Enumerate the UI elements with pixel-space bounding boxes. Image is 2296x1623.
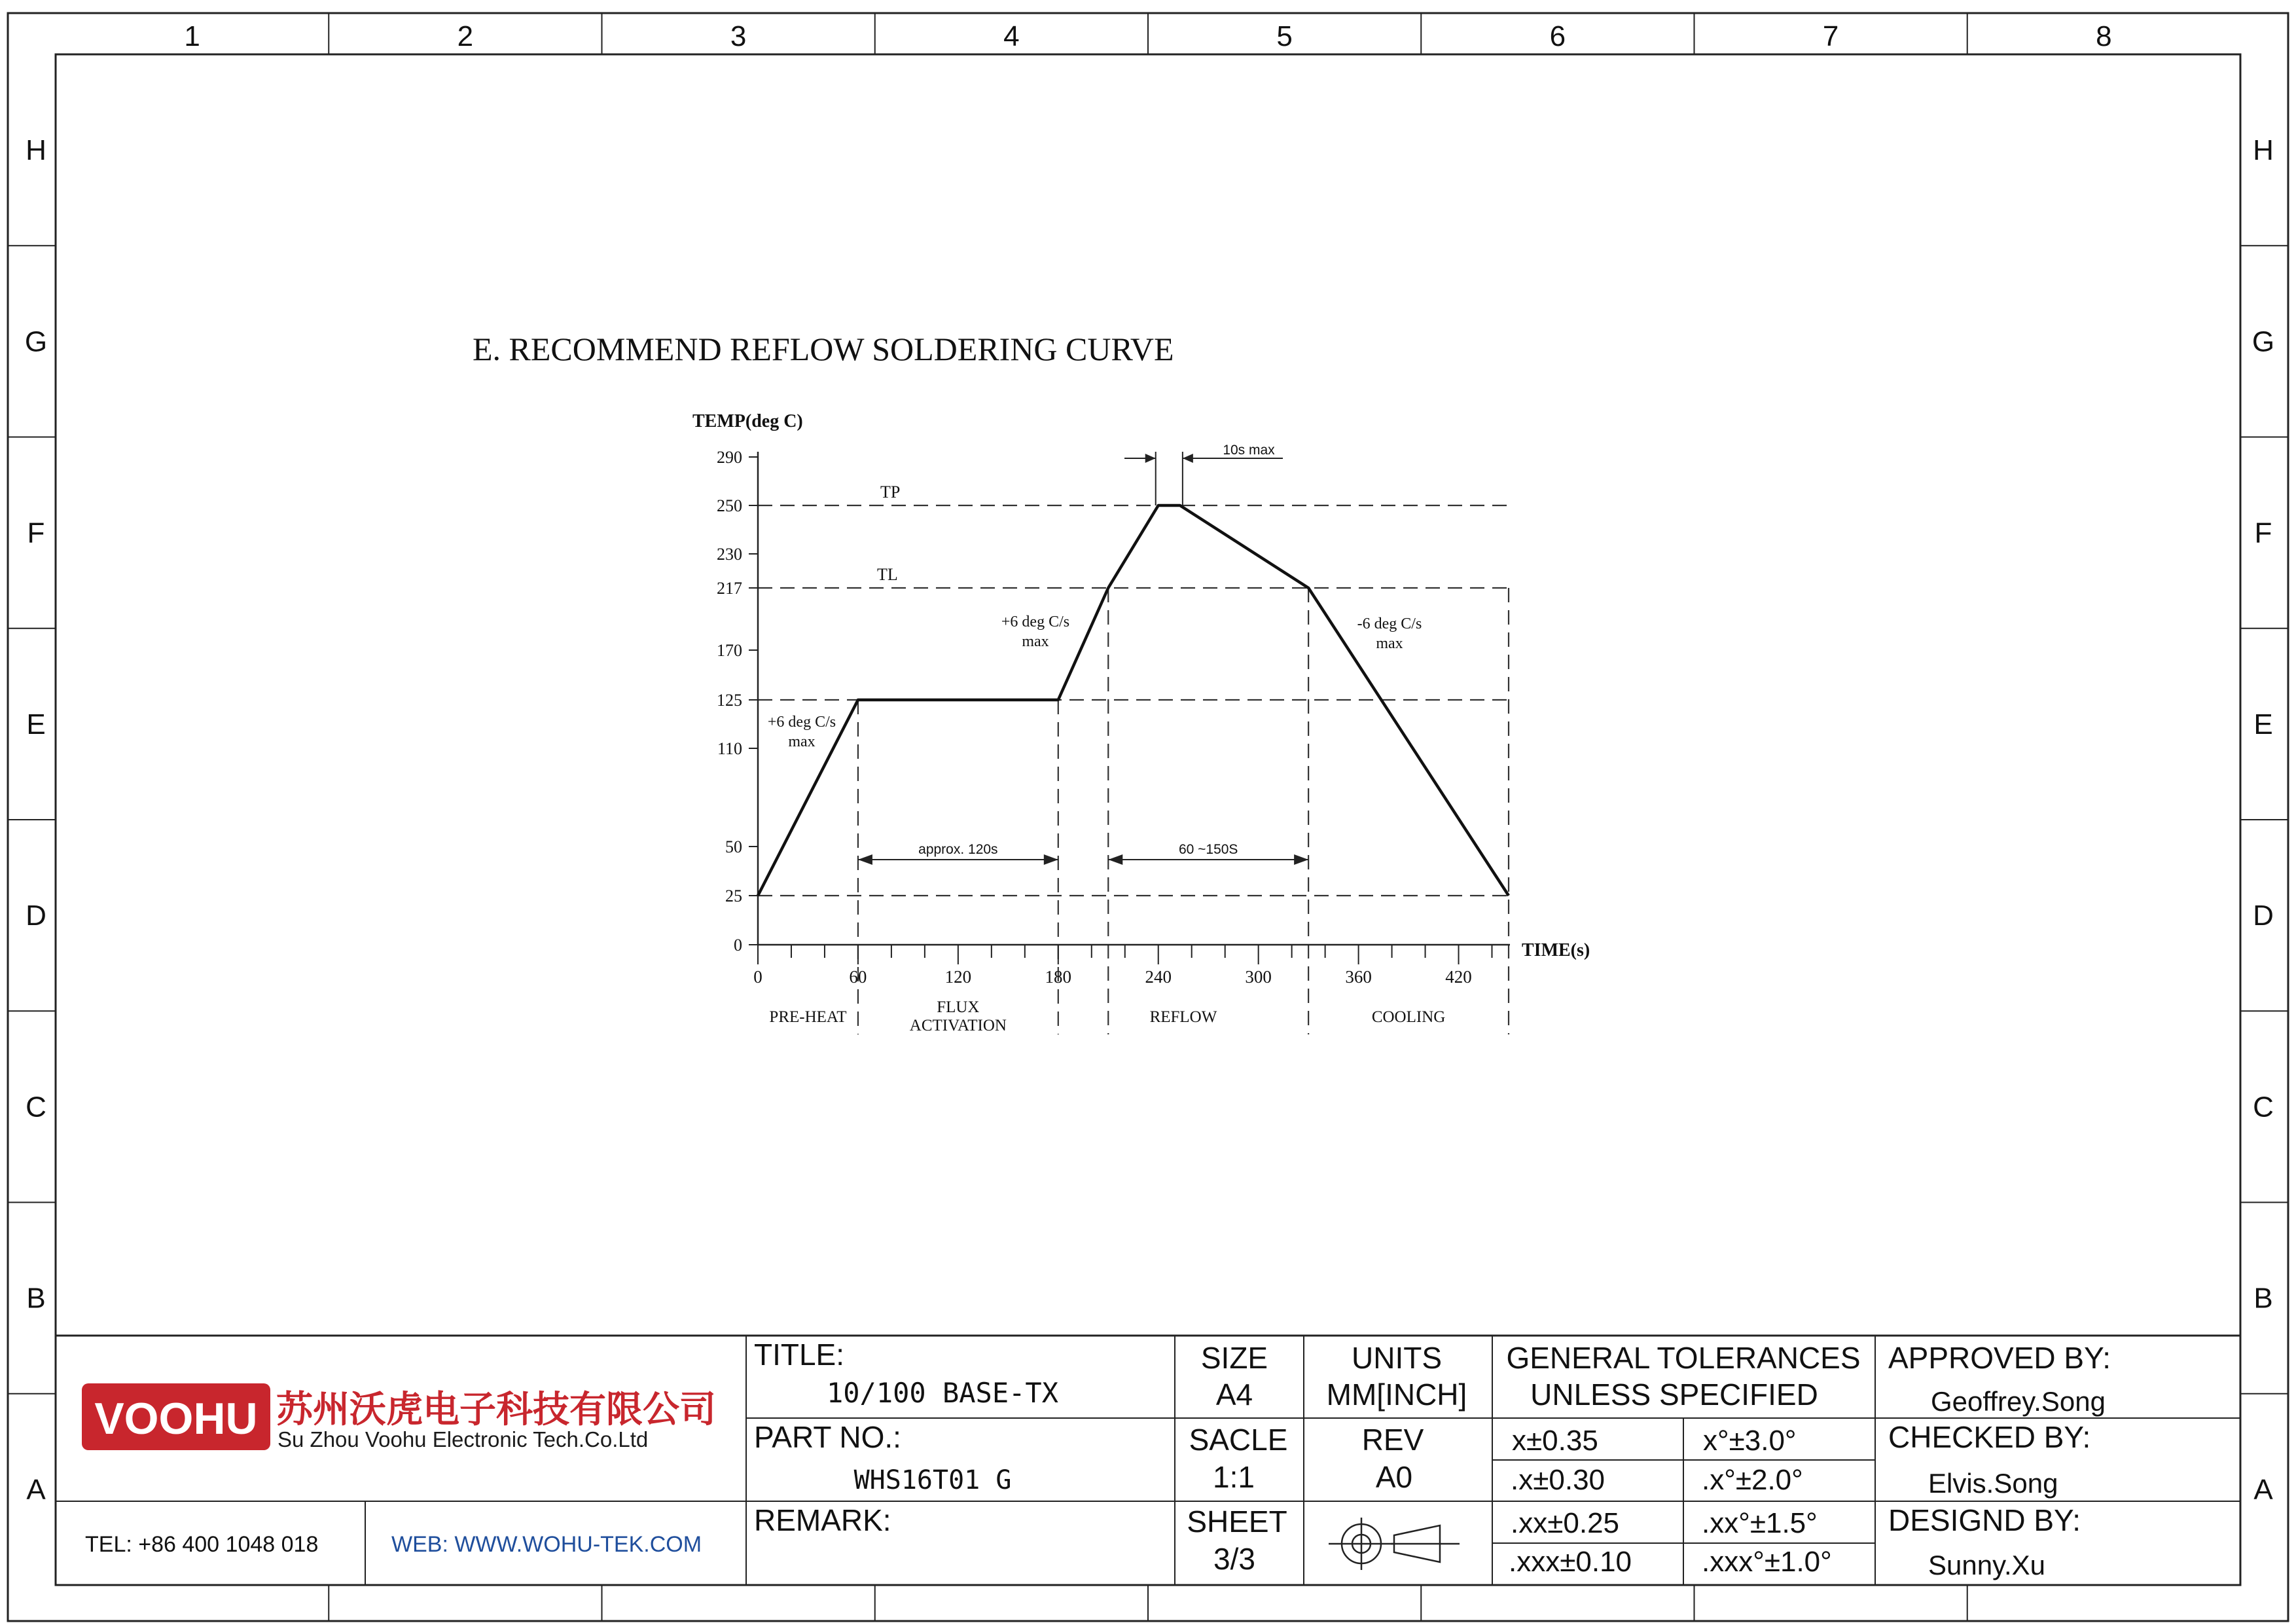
size-value: A4 bbox=[1215, 1377, 1253, 1412]
tolerance-heading-2: UNLESS SPECIFIED bbox=[1530, 1377, 1818, 1412]
zone-row-label: D bbox=[26, 900, 46, 932]
zone-row-label: B bbox=[26, 1282, 46, 1315]
zone-column-label: 3 bbox=[730, 20, 747, 52]
size-label: SIZE bbox=[1200, 1341, 1268, 1375]
company-name-cn: 苏州沃虎电子科技有限公司 bbox=[276, 1389, 716, 1431]
y-tick-label: 250 bbox=[717, 496, 742, 515]
zone-row-label: F bbox=[2254, 517, 2272, 549]
zone-row-label: A bbox=[2253, 1473, 2273, 1506]
y-tick-label: 110 bbox=[717, 739, 742, 758]
ramp-up-annotation: +6 deg C/s bbox=[767, 714, 836, 731]
zone-row-label: D bbox=[2253, 900, 2274, 932]
y-axis-label: TEMP(deg C) bbox=[692, 411, 803, 431]
approved-by-label: APPROVED BY: bbox=[1888, 1341, 2111, 1375]
zone-row-label: G bbox=[2251, 325, 2275, 358]
x-ticks bbox=[753, 945, 1492, 987]
sheet-value: 3/3 bbox=[1213, 1542, 1255, 1576]
reflow-chart bbox=[692, 411, 1590, 1034]
zone-columns bbox=[184, 13, 2111, 1621]
tolerance-angular: .xx°±1.5° bbox=[1702, 1507, 1818, 1539]
zone-row-label: F bbox=[27, 517, 45, 549]
zone-column-label: 8 bbox=[2096, 20, 2112, 52]
y-tick-label: 217 bbox=[717, 579, 742, 598]
remark-label: REMARK: bbox=[754, 1503, 891, 1537]
y-tick-label: 230 bbox=[717, 545, 742, 564]
x-tick-label: 0 bbox=[753, 967, 762, 987]
logo-text: VOOHU bbox=[94, 1394, 258, 1444]
ramp-down-annotation: -6 deg C/s bbox=[1357, 615, 1422, 632]
zone-row-label: E bbox=[2253, 708, 2273, 740]
web-link[interactable]: WEB: WWW.WOHU-TEK.COM bbox=[391, 1532, 702, 1557]
approved-by-value: Geoffrey.Song bbox=[1931, 1386, 2106, 1417]
checked-by-label: CHECKED BY: bbox=[1888, 1420, 2091, 1454]
units-label: UNITS bbox=[1352, 1341, 1442, 1375]
tel-text: TEL: +86 400 1048 018 bbox=[85, 1532, 319, 1557]
tolerance-linear: .xxx±0.10 bbox=[1509, 1546, 1632, 1578]
phase-label: ACTIVATION bbox=[909, 1017, 1007, 1034]
zone-row-label: C bbox=[26, 1091, 46, 1123]
tolerance-linear: .xx±0.25 bbox=[1511, 1507, 1620, 1539]
outer-frame bbox=[8, 13, 2288, 1621]
title-block bbox=[56, 1336, 2240, 1585]
arrowhead bbox=[1183, 454, 1193, 463]
arrowhead bbox=[1145, 454, 1156, 463]
designed-by-label: DESIGND BY: bbox=[1888, 1503, 2081, 1537]
arrowhead bbox=[1294, 854, 1308, 865]
tolerance-angular: .xxx°±1.0° bbox=[1702, 1546, 1832, 1578]
x-tick-label: 360 bbox=[1345, 967, 1372, 987]
zone-row-label: B bbox=[2253, 1282, 2273, 1315]
zone-row-label: E bbox=[26, 708, 46, 740]
x-tick-label: 60 bbox=[849, 967, 867, 987]
zone-column-label: 5 bbox=[1276, 20, 1293, 52]
zone-row-label: G bbox=[24, 325, 48, 358]
phase-label: FLUX bbox=[937, 998, 980, 1016]
section-title: E. RECOMMEND REFLOW SOLDERING CURVE bbox=[473, 331, 1174, 367]
reflow-duration-label: 60 ~150S bbox=[1178, 842, 1238, 857]
scale-label: SACLE bbox=[1189, 1423, 1288, 1457]
phase-label: PRE-HEAT bbox=[769, 1008, 847, 1026]
zone-column-label: 2 bbox=[457, 20, 474, 52]
x-tick-label: 300 bbox=[1245, 967, 1272, 987]
zone-column-label: 7 bbox=[1822, 20, 1839, 52]
x-tick-label: 180 bbox=[1045, 967, 1072, 987]
x-tick-label: 420 bbox=[1445, 967, 1472, 987]
ramp-up-annotation: +6 deg C/s bbox=[1001, 613, 1070, 630]
rev-label: REV bbox=[1361, 1423, 1424, 1457]
ramp-up-annotation: max bbox=[788, 733, 816, 750]
zone-row-label: A bbox=[26, 1473, 46, 1506]
y-tick-label: 125 bbox=[717, 691, 742, 710]
zone-column-label: 6 bbox=[1549, 20, 1566, 52]
checked-by-value: Elvis.Song bbox=[1928, 1468, 2058, 1499]
sheet-label: SHEET bbox=[1187, 1504, 1287, 1539]
x-tick-label: 120 bbox=[944, 967, 972, 987]
arrowhead bbox=[858, 854, 872, 865]
title-value: 10/100 BASE-TX bbox=[826, 1377, 1059, 1409]
y-tick-label: 170 bbox=[717, 641, 742, 660]
part-no-label: PART NO.: bbox=[754, 1420, 901, 1454]
y-ticks bbox=[717, 448, 758, 955]
flux-duration-label: approx. 120s bbox=[918, 842, 998, 857]
x-axis-label: TIME(s) bbox=[1522, 940, 1590, 960]
rev-value: A0 bbox=[1375, 1460, 1413, 1494]
ramp-down-annotation: max bbox=[1376, 635, 1403, 652]
projection-symbol-icon bbox=[1329, 1518, 1460, 1570]
ramp-up-annotation: max bbox=[1022, 633, 1049, 650]
zone-column-label: 1 bbox=[184, 20, 200, 52]
units-value: MM[INCH] bbox=[1326, 1377, 1467, 1412]
arrowhead bbox=[1108, 854, 1122, 865]
title-label: TITLE: bbox=[754, 1338, 845, 1372]
peak-time-annotation: 10s max bbox=[1223, 443, 1275, 458]
y-tick-label: 50 bbox=[725, 837, 742, 856]
tolerance-heading-1: GENERAL TOLERANCES bbox=[1506, 1341, 1861, 1375]
y-tick-label: 290 bbox=[717, 448, 742, 467]
designed-by-value: Sunny.Xu bbox=[1928, 1550, 2046, 1580]
zone-row-label: H bbox=[26, 134, 46, 167]
tolerance-angular: .x°±2.0° bbox=[1702, 1464, 1803, 1496]
reference-line-label: TL bbox=[877, 565, 898, 584]
tolerance-angular: x°±3.0° bbox=[1703, 1425, 1797, 1457]
company-name-en: Su Zhou Voohu Electronic Tech.Co.Ltd bbox=[278, 1427, 649, 1451]
arrowhead bbox=[1044, 854, 1058, 865]
phase-label: COOLING bbox=[1371, 1008, 1446, 1026]
zone-row-label: H bbox=[2253, 134, 2274, 167]
phase-labels bbox=[769, 998, 1445, 1034]
zone-column-label: 4 bbox=[1003, 20, 1020, 52]
tolerance-linear: x±0.35 bbox=[1512, 1425, 1598, 1457]
scale-value: 1:1 bbox=[1213, 1460, 1255, 1494]
phase-label: REFLOW bbox=[1149, 1008, 1217, 1026]
y-tick-label: 25 bbox=[725, 886, 742, 905]
chart-axes bbox=[758, 452, 1510, 945]
zone-row-label: C bbox=[2253, 1091, 2274, 1123]
tolerance-linear: .x±0.30 bbox=[1511, 1464, 1605, 1496]
x-tick-label: 240 bbox=[1145, 967, 1172, 987]
y-tick-label: 0 bbox=[734, 936, 742, 955]
reference-line-label: TP bbox=[880, 483, 901, 501]
reflow-curve bbox=[758, 505, 1509, 896]
part-no-value: WHS16T01 G bbox=[853, 1465, 1012, 1495]
